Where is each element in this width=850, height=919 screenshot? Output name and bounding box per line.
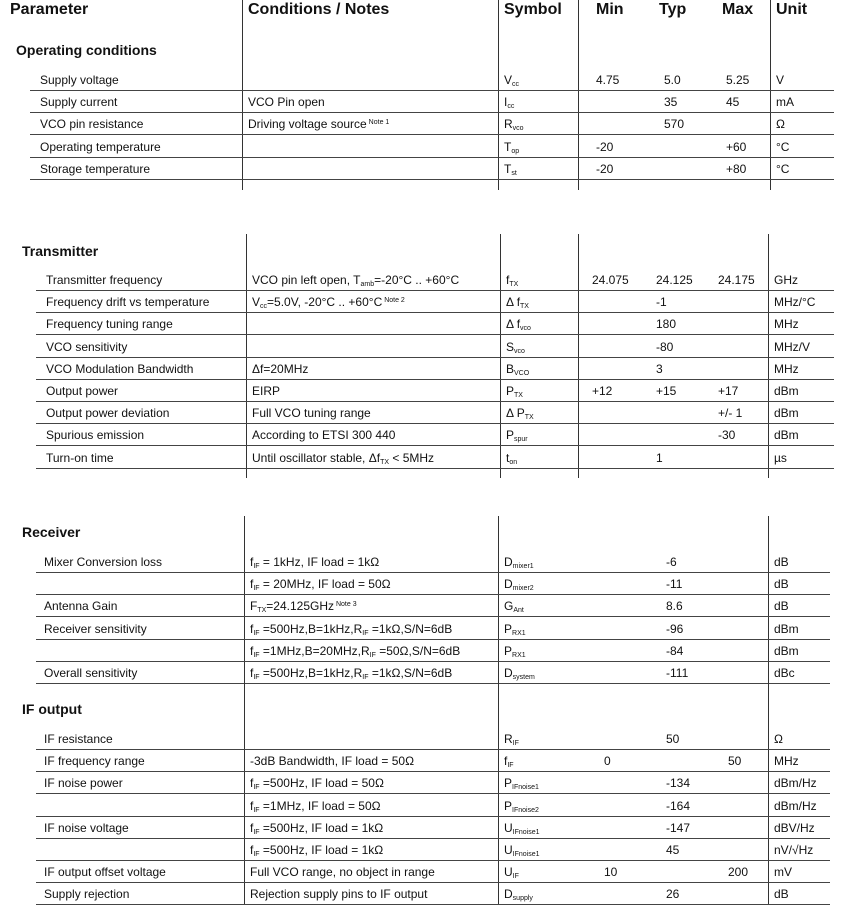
param-cell: IF noise power [44, 776, 123, 791]
typ-cell: 45 [666, 843, 680, 857]
typ-cell: -1 [656, 295, 667, 310]
unit-cell: dB [774, 599, 789, 614]
min-cell: 24.075 [592, 273, 629, 287]
header-max: Max [722, 1, 754, 18]
max-cell: 200 [728, 865, 749, 880]
table-row [36, 882, 830, 905]
max-cell: +17 [718, 384, 739, 398]
unit-cell: mA [776, 95, 794, 110]
unit-cell: dB [774, 887, 789, 902]
table-row [36, 446, 834, 469]
param-cell: Mixer Conversion loss [44, 555, 163, 569]
param-cell: VCO Modulation Bandwidth [46, 361, 194, 376]
unit-cell: dBV/Hz [774, 820, 815, 835]
param-cell: Operating temperature [40, 139, 161, 154]
param-cell: Frequency drift vs temperature [46, 295, 210, 310]
unit-cell: dBm/Hz [774, 798, 817, 813]
param-cell: VCO sensitivity [46, 339, 128, 354]
unit-cell: dBm [774, 643, 799, 658]
condition-cell: Until oscillator stable, $\Delta f_{TX} < 5MHz$ [252, 450, 435, 466]
symbol-cell: $f_{TX}$ [506, 273, 519, 288]
table-row [36, 594, 830, 617]
table-row [36, 401, 834, 424]
table-row [36, 357, 834, 380]
condition-cell: Full VCO tuning range [252, 406, 371, 421]
symbol-cell: $P_{IFnoise2}$ [504, 798, 539, 814]
unit-cell: nV/√Hz [774, 843, 814, 857]
min-cell: 10 [604, 865, 618, 880]
symbol-cell: $S_{vco}$ [506, 339, 525, 355]
typ-cell: 24.125 [656, 273, 693, 287]
unit-cell: dBm [774, 428, 799, 443]
typ-cell: 50 [666, 732, 680, 746]
condition-cell: $V_{cc}=5.0V$, -20°C .. +60°C $^{Note 2}$ [252, 295, 405, 311]
condition-cell: Rejection supply pins to IF output [250, 887, 428, 902]
typ-cell: -84 [666, 643, 684, 658]
symbol-cell: $P_{spur}$ [506, 428, 528, 444]
table-row [36, 617, 830, 640]
table-row [36, 550, 830, 573]
typ-cell: 1 [656, 450, 663, 465]
typ-cell: -96 [666, 621, 684, 636]
typ-cell: -80 [656, 339, 674, 354]
table-row [30, 90, 834, 113]
unit-cell: µs [774, 450, 787, 465]
column-divider [770, 0, 771, 22]
symbol-cell: $T_{st}$ [504, 161, 517, 177]
header-typ: Typ [659, 1, 687, 18]
header-unit: Unit [776, 1, 808, 18]
max-cell: 50 [728, 754, 742, 769]
typ-cell: -164 [666, 798, 691, 813]
symbol-cell: $T_{op}$ [504, 139, 520, 155]
max-cell: 45 [726, 95, 740, 110]
symbol-cell: $D_{supply}$ [504, 887, 533, 903]
condition-cell: According to ETSI 300 440 [252, 428, 396, 443]
table-row [36, 816, 830, 839]
symbol-cell: $R_{vco}$ [504, 117, 524, 133]
symbol-cell: $f_{IF}$ [504, 754, 514, 770]
unit-cell: MHz [774, 361, 799, 376]
unit-cell: °C [776, 161, 790, 176]
param-cell: IF resistance [44, 732, 113, 746]
condition-cell: $f_{IF} =500Hz$, IF load = 50Ω [250, 776, 384, 792]
section-title: Operating conditions [16, 42, 157, 58]
typ-cell: -134 [666, 776, 691, 791]
table-row [36, 749, 830, 772]
table-row [30, 112, 834, 135]
symbol-cell: $D_{mixer2}$ [504, 577, 534, 593]
section-title: Transmitter [22, 243, 99, 259]
condition-cell: $f_{IF} =1MHz,B=20MHz,R_{IF} =50\Omega,S/N=6dB$ [250, 643, 461, 659]
symbol-cell: $R_{IF}$ [504, 732, 519, 747]
param-cell: IF output offset voltage [44, 865, 166, 880]
table-row [30, 157, 834, 180]
param-cell: Frequency tuning range [46, 317, 173, 332]
symbol-cell: $I_{cc}$ [504, 95, 515, 111]
table-row [36, 727, 830, 750]
condition-cell: $f_{IF} =500Hz$, IF load = 1kΩ [250, 843, 384, 858]
unit-cell: dBc [774, 666, 795, 680]
table-header [0, 0, 850, 22]
symbol-cell: Δ $f_{vco}$ [506, 317, 531, 333]
min-cell: 0 [604, 754, 611, 769]
unit-cell: MHz/V [774, 339, 810, 354]
param-cell: IF noise voltage [44, 820, 129, 835]
header-parameter: Parameter [10, 1, 89, 18]
section-title: Receiver [22, 524, 81, 540]
symbol-cell: $P_{RX1}$ [504, 643, 526, 659]
max-cell: 5.25 [726, 73, 750, 87]
condition-cell: Δf=20MHz [252, 361, 309, 376]
param-cell: Supply rejection [44, 887, 130, 902]
unit-cell: V [776, 73, 785, 87]
table-row [36, 794, 830, 817]
table-row [36, 860, 830, 883]
symbol-cell: Δ $P_{TX}$ [506, 406, 534, 422]
param-cell: Output power deviation [46, 406, 170, 421]
condition-cell: Full VCO range, no object in range [250, 865, 435, 880]
condition-cell: $f_{IF} = 20MHz$, IF load = 50Ω [250, 577, 391, 593]
unit-cell: MHz/°C [774, 295, 816, 310]
min-cell: +12 [592, 384, 613, 398]
unit-cell: GHz [774, 273, 798, 287]
condition-cell: $f_{IF} =500Hz$, IF load = 1kΩ [250, 820, 384, 836]
typ-cell: -11 [666, 577, 683, 592]
table-row [36, 290, 834, 313]
header-symbol: Symbol [504, 1, 562, 18]
symbol-cell: $P_{RX1}$ [504, 621, 526, 637]
symbol-cell: $B_{VCO}$ [506, 361, 530, 377]
symbol-cell: Δ $f_{TX}$ [506, 295, 529, 311]
unit-cell: dBm [774, 621, 799, 636]
param-cell: Overall sensitivity [44, 666, 138, 680]
symbol-cell: $U_{IFnoise1}$ [504, 843, 540, 858]
table-row [36, 771, 830, 794]
max-cell: 24.175 [718, 273, 755, 287]
param-cell: Turn-on time [46, 450, 114, 465]
unit-cell: dBm [774, 406, 799, 421]
symbol-cell: $P_{IFnoise1}$ [504, 776, 539, 792]
symbol-cell: $U_{IFnoise1}$ [504, 820, 540, 836]
unit-cell: Ω [776, 117, 785, 132]
condition-cell: VCO pin left open, $T_{amb}=-20^\circ C$ .. +60°C [252, 273, 460, 288]
unit-cell: Ω [774, 732, 783, 746]
table-row [36, 312, 834, 335]
param-cell: Transmitter frequency [46, 273, 163, 287]
symbol-cell: $U_{IF}$ [504, 865, 519, 881]
column-divider [498, 0, 499, 22]
typ-cell: 180 [656, 317, 677, 332]
table-row [36, 379, 834, 402]
typ-cell: -6 [666, 555, 677, 569]
unit-cell: MHz [774, 317, 799, 332]
param-cell: Output power [46, 384, 119, 398]
condition-cell: VCO Pin open [248, 95, 325, 110]
symbol-cell: $t_{on}$ [506, 450, 518, 466]
table-row [36, 838, 830, 861]
unit-cell: dBm/Hz [774, 776, 817, 791]
typ-cell: +15 [656, 384, 677, 398]
table-row [36, 661, 830, 684]
typ-cell: 26 [666, 887, 680, 902]
typ-cell: -147 [666, 820, 691, 835]
unit-cell: MHz [774, 754, 799, 769]
max-cell: +/- 1 [718, 406, 743, 421]
typ-cell: 570 [664, 117, 685, 132]
param-cell: Spurious emission [46, 428, 145, 443]
column-divider [578, 0, 579, 22]
param-cell: IF frequency range [44, 754, 145, 769]
max-cell: +80 [726, 161, 747, 176]
section-title: IF output [22, 701, 82, 717]
max-cell: +60 [726, 139, 747, 154]
symbol-cell: $G_{Ant}$ [504, 599, 524, 615]
condition-cell: $f_{IF} =1MHz$, IF load = 50Ω [250, 798, 381, 814]
unit-cell: °C [776, 139, 790, 154]
symbol-cell: $V_{cc}$ [504, 73, 520, 88]
symbol-cell: $D_{mixer1}$ [504, 555, 534, 570]
table-row [36, 572, 830, 595]
unit-cell: dBm [774, 384, 799, 398]
condition-cell: $f_{IF} =500Hz,B=1kHz,R_{IF} =1k\Omega,S/N=6dB$ [250, 621, 453, 637]
condition-cell: Driving voltage source $^{Note 1}$ [248, 117, 390, 132]
table-row [36, 639, 830, 662]
header-conditions: Conditions / Notes [248, 1, 390, 18]
table-row [36, 268, 834, 291]
param-cell: Supply current [40, 95, 118, 110]
typ-cell: 8.6 [666, 599, 683, 614]
symbol-cell: $P_{TX}$ [506, 384, 523, 399]
param-cell: Storage temperature [40, 161, 151, 176]
header-min: Min [596, 1, 624, 18]
unit-cell: dB [774, 577, 789, 592]
typ-cell: -111 [666, 666, 689, 680]
param-cell: Receiver sensitivity [44, 621, 147, 636]
max-cell: -30 [718, 428, 736, 443]
table-row [30, 135, 834, 158]
unit-cell: mV [774, 865, 792, 880]
typ-cell: 35 [664, 95, 678, 110]
typ-cell: 3 [656, 361, 663, 376]
table-row [30, 68, 834, 91]
condition-cell: -3dB Bandwidth, IF load = 50Ω [250, 754, 415, 769]
symbol-cell: $D_{system}$ [504, 666, 535, 681]
min-cell: -20 [596, 161, 614, 176]
condition-cell: $F_{TX}=24.125GHz$ $^{Note 3}$ [250, 599, 357, 615]
condition-cell: $f_{IF} = 1kHz$, IF load = 1kΩ [250, 555, 380, 570]
condition-cell: $f_{IF} =500Hz,B=1kHz,R_{IF} =1k\Omega,S/N=6dB$ [250, 666, 453, 681]
table-row [36, 335, 834, 358]
unit-cell: dB [774, 555, 789, 569]
column-divider [242, 0, 243, 22]
condition-cell: EIRP [252, 384, 281, 398]
min-cell: -20 [596, 139, 614, 154]
min-cell: 4.75 [596, 73, 620, 87]
param-cell: Supply voltage [40, 73, 119, 87]
typ-cell: 5.0 [664, 73, 681, 87]
param-cell: VCO pin resistance [40, 117, 144, 132]
param-cell: Antenna Gain [44, 599, 118, 614]
table-row [36, 423, 834, 446]
